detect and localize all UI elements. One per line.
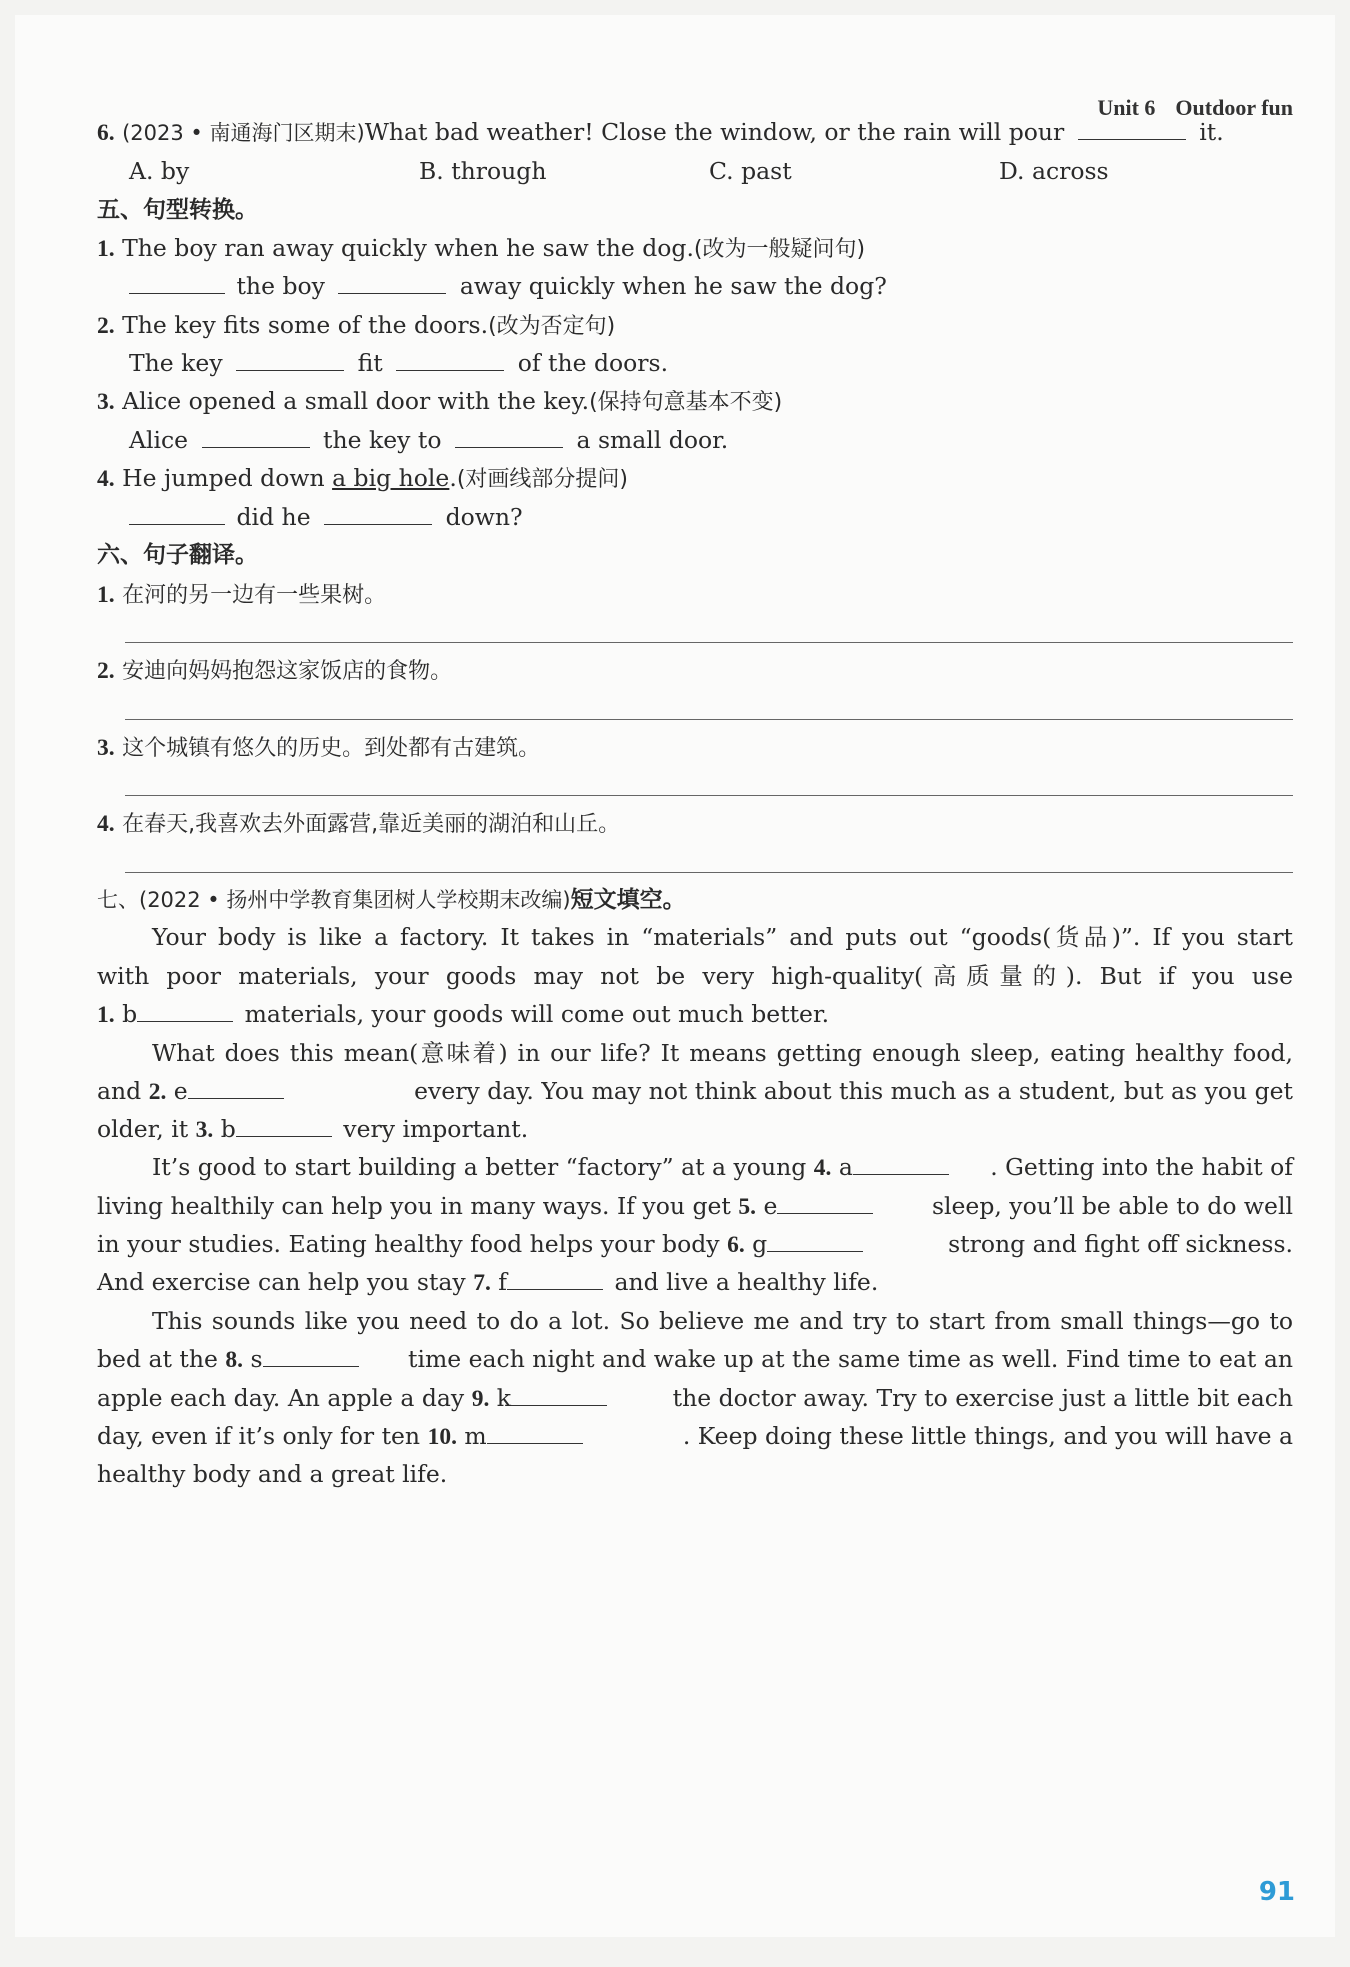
answer-blank[interactable] bbox=[487, 1417, 583, 1444]
question-instruction: (改为否定句) bbox=[488, 314, 616, 339]
answer-text: a small door. bbox=[576, 426, 729, 454]
answer-blank[interactable] bbox=[188, 1072, 284, 1099]
passage-text: very important. bbox=[343, 1115, 529, 1143]
answer-line-3[interactable] bbox=[125, 795, 1293, 796]
blank-number: 4. bbox=[813, 1155, 832, 1181]
passage-text: older, it bbox=[97, 1115, 189, 1143]
passage-line bbox=[97, 1417, 1293, 1456]
passage-text: healthy body and a great life. bbox=[97, 1460, 448, 1488]
passage-line bbox=[97, 1455, 1293, 1493]
passage-text: strong and fight off sickness. bbox=[948, 1230, 1293, 1258]
option-d[interactable]: D. across bbox=[999, 157, 1109, 185]
question-number: 3. bbox=[97, 389, 115, 415]
blank-number: 8. bbox=[225, 1347, 243, 1373]
answer-blank[interactable] bbox=[396, 344, 504, 371]
blank-initial-letter: a bbox=[838, 1153, 853, 1181]
answer-text: The key bbox=[129, 349, 223, 377]
question-text: Alice opened a small door with the key. bbox=[122, 387, 590, 415]
passage-text: with poor materials, your goods may not be very high-quality(高质量的). But if you use bbox=[97, 962, 1293, 990]
passage-text: . Getting into the habit of bbox=[990, 1153, 1293, 1181]
option-a[interactable]: A. by bbox=[129, 157, 190, 185]
passage-text: day, even if it’s only for ten bbox=[97, 1422, 421, 1450]
blank-number: 2. bbox=[148, 1079, 167, 1105]
answer-text: the boy bbox=[236, 272, 325, 300]
section-7-title bbox=[97, 880, 1293, 919]
blank-initial-letter: b bbox=[122, 1000, 138, 1028]
answer-blank[interactable] bbox=[455, 421, 563, 448]
unit-label: Unit 6 bbox=[1097, 95, 1156, 120]
answer-text: Alice bbox=[129, 426, 189, 454]
answer-blank[interactable] bbox=[129, 267, 225, 294]
answer-text: fit bbox=[357, 349, 383, 377]
blank-initial-letter: e bbox=[763, 1192, 778, 1220]
question-number: 4. bbox=[97, 466, 115, 492]
passage-line bbox=[97, 918, 1293, 956]
answer-line-2[interactable] bbox=[125, 719, 1293, 720]
blank-initial-letter: e bbox=[173, 1077, 188, 1105]
passage-text: the doctor away. Try to exercise just a little bit each bbox=[672, 1384, 1293, 1412]
answer-blank[interactable] bbox=[767, 1225, 863, 1252]
answer-blank[interactable] bbox=[511, 1379, 607, 1406]
question-number: 3. bbox=[97, 735, 115, 761]
section-7-label: 短文填空。 bbox=[570, 887, 686, 913]
passage-line bbox=[97, 1148, 1293, 1187]
s5-answer-3 bbox=[97, 421, 1293, 459]
passage-line bbox=[97, 1110, 1293, 1149]
answer-blank[interactable] bbox=[137, 995, 233, 1022]
s6-question-2 bbox=[97, 651, 1293, 691]
passage-text: And exercise can help you stay bbox=[97, 1268, 466, 1296]
passage-line bbox=[97, 1340, 1293, 1379]
blank-initial-letter: s bbox=[250, 1345, 263, 1373]
answer-blank[interactable] bbox=[324, 498, 432, 525]
blank-initial-letter: b bbox=[220, 1115, 236, 1143]
answer-blank[interactable] bbox=[263, 1340, 359, 1367]
passage-text: and bbox=[97, 1077, 142, 1105]
question-text: 安迪向妈妈抱怨这家饭店的食物。 bbox=[122, 659, 453, 684]
question-number: 2. bbox=[97, 313, 115, 339]
question-6-options bbox=[97, 152, 1293, 190]
question-6 bbox=[97, 113, 1293, 152]
passage-line bbox=[97, 1072, 1293, 1111]
answer-text: down? bbox=[445, 503, 523, 531]
passage-text: . Keep doing these little things, and you will have a bbox=[682, 1422, 1293, 1450]
question-text: What bad weather! Close the window, or the rain will pour bbox=[364, 118, 1065, 146]
blank-initial-letter: k bbox=[496, 1384, 512, 1412]
blank-initial-letter: f bbox=[498, 1268, 507, 1296]
s6-question-3 bbox=[97, 728, 1293, 768]
question-text: 在春天,我喜欢去外面露营,靠近美丽的湖泊和山丘。 bbox=[122, 812, 621, 837]
answer-blank[interactable] bbox=[129, 498, 225, 525]
passage-line bbox=[97, 1187, 1293, 1226]
answer-text: away quickly when he saw the dog? bbox=[459, 272, 887, 300]
question-source: (2023 • 南通海门区期末) bbox=[122, 121, 365, 145]
passage-line bbox=[97, 1379, 1293, 1418]
blank-number: 9. bbox=[471, 1386, 490, 1412]
section-5-title: 五、句型转换。 bbox=[97, 197, 258, 223]
passage-text: living healthily can help you in many ways. If you get bbox=[97, 1192, 731, 1220]
question-text: The key fits some of the doors. bbox=[122, 311, 489, 339]
passage-text: time each night and wake up at the same time as well. Find time to eat an bbox=[408, 1345, 1293, 1373]
blank-number: 1. bbox=[97, 1002, 115, 1028]
section-7-source: 七、(2022 • 扬州中学教育集团树人学校期末改编) bbox=[97, 888, 571, 912]
s6-question-1 bbox=[97, 575, 1293, 615]
blank-number: 3. bbox=[195, 1117, 214, 1143]
blank-number: 5. bbox=[738, 1194, 756, 1220]
s5-question-4 bbox=[97, 459, 1293, 499]
answer-blank[interactable] bbox=[1078, 113, 1186, 140]
question-text-end: . bbox=[449, 464, 457, 492]
answer-line-1[interactable] bbox=[125, 642, 1293, 643]
passage-text: materials, your goods will come out much better. bbox=[244, 1000, 830, 1028]
passage-text: This sounds like you need to do a lot. So believe me and try to start from small things—go to bbox=[152, 1307, 1293, 1335]
answer-line-4[interactable] bbox=[125, 872, 1293, 873]
passage-text: in your studies. Eating healthy food helps your body bbox=[97, 1230, 720, 1258]
question-number: 2. bbox=[97, 658, 115, 684]
answer-text: the key to bbox=[323, 426, 442, 454]
question-number: 1. bbox=[97, 582, 115, 608]
passage-line bbox=[97, 1302, 1293, 1340]
passage-text: every day. You may not think about this much as a student, but as you get bbox=[414, 1077, 1293, 1105]
passage-line bbox=[97, 995, 1293, 1034]
page-number: 91 bbox=[1258, 1877, 1295, 1907]
question-text: The boy ran away quickly when he saw the dog. bbox=[122, 234, 694, 262]
section-6-title: 六、句子翻译。 bbox=[97, 542, 258, 568]
option-b[interactable]: B. through bbox=[419, 157, 547, 185]
question-instruction: (对画线部分提问) bbox=[456, 467, 628, 492]
passage-line bbox=[97, 1225, 1293, 1264]
s5-answer-2 bbox=[97, 344, 1293, 382]
s5-question-1 bbox=[97, 229, 1293, 269]
passage-text: bed at the bbox=[97, 1345, 218, 1373]
answer-blank[interactable] bbox=[236, 344, 344, 371]
answer-blank[interactable] bbox=[338, 267, 446, 294]
s6-question-4 bbox=[97, 804, 1293, 844]
blank-number: 7. bbox=[473, 1270, 491, 1296]
s5-question-3 bbox=[97, 382, 1293, 422]
passage-line bbox=[97, 1034, 1293, 1072]
answer-blank[interactable] bbox=[507, 1263, 603, 1290]
s5-answer-1 bbox=[97, 267, 1293, 305]
answer-blank[interactable] bbox=[202, 421, 310, 448]
passage-text: What does this mean(意味着) in our life? It means getting enough sleep, eating healthy food, bbox=[152, 1039, 1293, 1067]
question-instruction: (保持句意基本不变) bbox=[589, 390, 783, 415]
answer-text: of the doors. bbox=[517, 349, 669, 377]
unit-title: Outdoor fun bbox=[1175, 95, 1293, 120]
passage-text: Your body is like a factory. It takes in “materials” and puts out “goods(货品)”. If you start bbox=[152, 923, 1293, 951]
question-text-end: it. bbox=[1199, 118, 1224, 146]
question-number: 4. bbox=[97, 811, 115, 837]
passage-line bbox=[97, 1263, 1293, 1302]
blank-initial-letter: m bbox=[464, 1422, 487, 1450]
passage-line bbox=[97, 957, 1293, 995]
passage-text: apple each day. An apple a day bbox=[97, 1384, 465, 1412]
question-instruction: (改为一般疑问句) bbox=[693, 237, 866, 262]
passage-text: It’s good to start building a better “factory” at a young bbox=[152, 1153, 807, 1181]
underlined-phrase: a big hole bbox=[332, 464, 450, 492]
question-text: He jumped down bbox=[122, 464, 325, 492]
worksheet-page bbox=[15, 15, 1335, 1937]
passage-text: sleep, you’ll be able to do well bbox=[931, 1192, 1293, 1220]
question-number: 1. bbox=[97, 236, 115, 262]
question-text: 这个城镇有悠久的历史。到处都有古建筑。 bbox=[122, 736, 541, 761]
blank-initial-letter: g bbox=[752, 1230, 768, 1258]
answer-blank[interactable] bbox=[236, 1110, 332, 1137]
answer-blank[interactable] bbox=[777, 1187, 873, 1214]
question-number: 6. bbox=[97, 120, 115, 146]
answer-text: did he bbox=[236, 503, 311, 531]
question-text: 在河的另一边有一些果树。 bbox=[122, 583, 387, 608]
blank-number: 10. bbox=[427, 1424, 457, 1450]
passage-text: and live a healthy life. bbox=[614, 1268, 879, 1296]
s5-question-2 bbox=[97, 306, 1293, 346]
s5-answer-4 bbox=[97, 498, 1293, 536]
answer-blank[interactable] bbox=[853, 1148, 949, 1175]
option-c[interactable]: C. past bbox=[709, 157, 792, 185]
blank-number: 6. bbox=[727, 1232, 745, 1258]
